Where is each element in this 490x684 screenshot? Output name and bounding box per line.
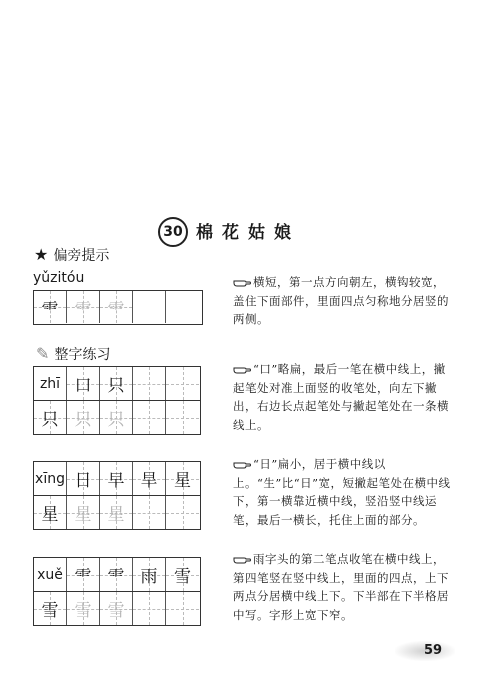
practice-block-zhi [33, 366, 201, 435]
trace-cell: 星 [67, 496, 100, 529]
pointing-hand-icon [233, 460, 251, 470]
model-cell: 只 [34, 401, 67, 434]
blank-cell [166, 401, 199, 434]
model-row [34, 592, 200, 625]
stroke-cell: 雪 [166, 558, 199, 591]
stroke-cell: 只 [100, 367, 133, 400]
radical-section-heading [34, 245, 109, 265]
radical-heading-label: 偏旁提示 [53, 248, 110, 264]
radical-note: 横短，第一点方向朝左，横钩较宽，盖住下面部件，里面四点匀称地分居竖的两侧。 [233, 275, 449, 326]
pinyin-cell: zhī [34, 367, 67, 400]
model-row [34, 401, 200, 434]
stroke-cell: ⻗ [67, 558, 100, 591]
model-cell: 星 [34, 496, 67, 529]
trace-cell: 雪 [67, 592, 100, 625]
page-number: 59 [424, 643, 443, 658]
model-cell: 雪 [34, 592, 67, 625]
pinyin-cell: xuě [34, 558, 67, 591]
stroke-cell: 口 [67, 367, 100, 400]
pointing-hand-icon [233, 555, 251, 565]
lesson-title: 棉花姑娘 [196, 223, 300, 243]
radical-pinyin: yǔzitóu [33, 270, 85, 286]
pointing-hand-icon [233, 365, 251, 375]
radical-cell [166, 291, 199, 323]
brush-icon: ✎ [36, 344, 50, 363]
pinyin-cell: xīng [34, 462, 67, 495]
practice-heading-label: 整字练习 [54, 347, 111, 363]
stroke-cell [166, 367, 199, 400]
model-row [34, 496, 200, 529]
blank-cell [133, 592, 166, 625]
radical-cell [133, 291, 166, 323]
radical-cell: ⻗ [67, 291, 100, 323]
stroke-cell: 旱 [133, 462, 166, 495]
trace-cell: 星 [100, 496, 133, 529]
zhi-note: “口”略扁，最后一笔在横中线上，撇起笔处对准上面竖的收笔处，向左下撇出，右边长点起笔处与撇起笔处在一条横线上。 [233, 362, 449, 432]
practice-block-xue [33, 557, 201, 626]
radical-cell: ⻗ [34, 291, 67, 323]
stroke-order-row [34, 558, 200, 592]
xing-note: “日”扁小，居于横中线以上。“生”比“日”宽，短撇起笔处在横中线下，第一横靠近横中线，竖沿竖中线运笔，最后一横长，托住上面的部分。 [233, 457, 451, 527]
stroke-cell: 雨 [133, 558, 166, 591]
stroke-cell: ⻗ [100, 558, 133, 591]
pointing-hand-icon [233, 278, 251, 288]
stroke-cell: 星 [166, 462, 199, 495]
radical-grid [33, 290, 203, 325]
blank-cell [133, 496, 166, 529]
stroke-cell: 早 [100, 462, 133, 495]
trace-cell: 只 [100, 401, 133, 434]
blank-cell [133, 401, 166, 434]
star-icon: ★ [34, 245, 49, 264]
practice-block-xing [33, 461, 201, 530]
stroke-order-row [34, 367, 200, 401]
radical-cell: ⻗ [100, 291, 133, 323]
xue-note: 雨字头的第二笔点收笔在横中线上，第四笔竖在竖中线上，里面的四点，上下两点分居横中线上下。下半部在下半格居中写。字形上宽下窄。 [233, 552, 449, 622]
blank-cell [166, 496, 199, 529]
stroke-order-row [34, 462, 200, 496]
blank-cell [166, 592, 199, 625]
trace-cell: 只 [67, 401, 100, 434]
practice-section-heading [36, 344, 111, 364]
lesson-number: 30 [158, 217, 188, 247]
stroke-cell: 日 [67, 462, 100, 495]
stroke-cell [133, 367, 166, 400]
trace-cell: 雪 [100, 592, 133, 625]
